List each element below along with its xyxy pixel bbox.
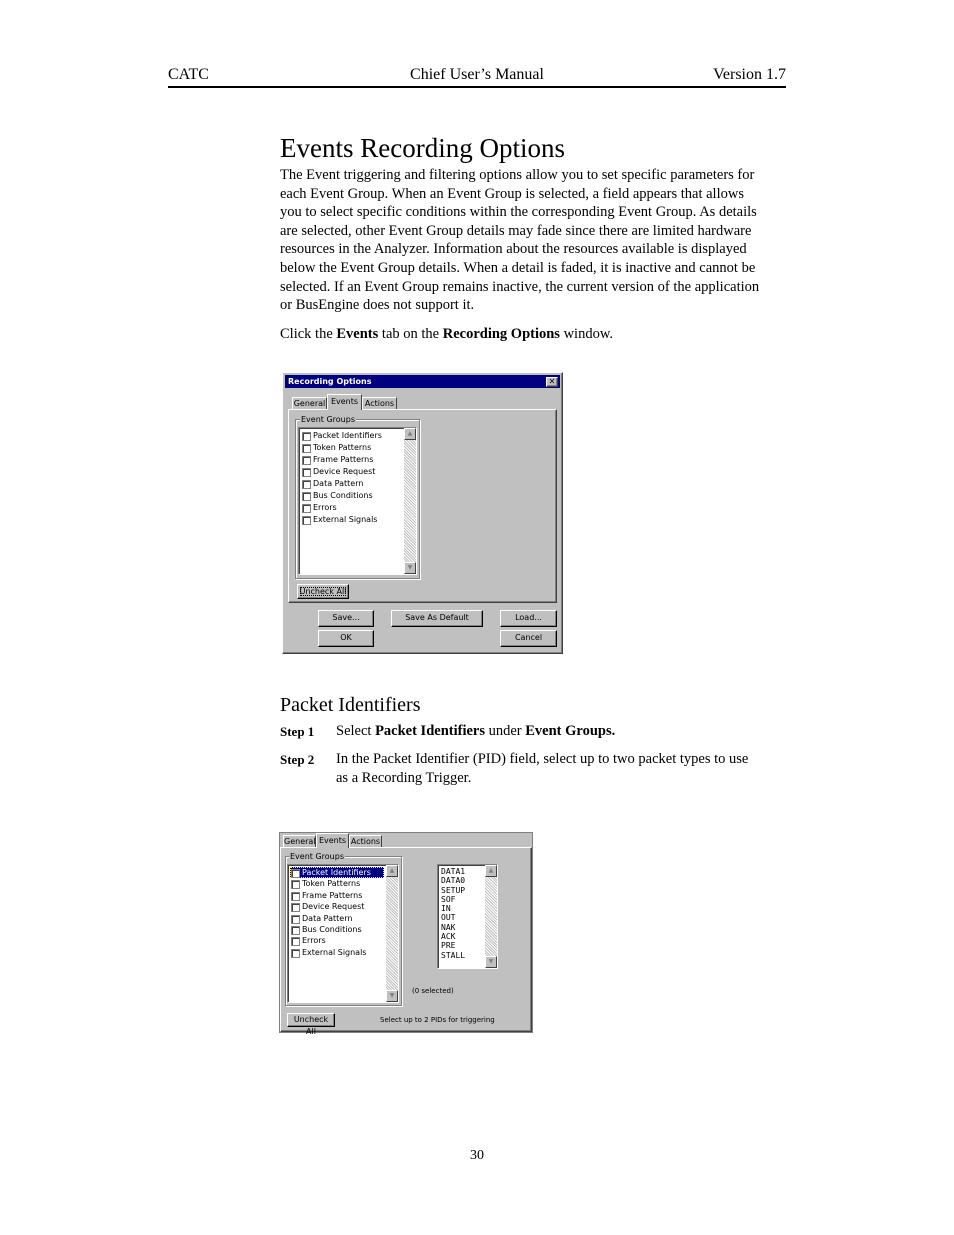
checkbox[interactable] [302,432,311,441]
section-title: Events Recording Options [280,133,565,163]
trigger-hint: Select up to 2 PIDs for triggering [380,1016,495,1024]
intro-line: The Event triggering and filtering options allow you to set specific parameters for [280,167,755,183]
event-groups-list[interactable] [287,864,399,1003]
intro-line: below the Event Group details. When a detail is faded, it is inactive and cannot be [280,259,756,276]
list-item[interactable] [290,901,384,912]
checkbox[interactable] [291,915,300,924]
header-rule [168,86,786,88]
checkbox[interactable] [302,492,311,501]
scroll-up-icon: ▲ [389,867,395,874]
dialog-title: Recording Options [288,377,372,386]
checkbox[interactable] [291,937,300,946]
pid-item[interactable]: PRE [441,941,456,951]
list-item-selected[interactable] [290,867,384,878]
list-item[interactable] [301,478,402,490]
instruction-line [280,325,786,344]
list-item-label: Packet Identifiers [313,431,382,440]
tab-events[interactable]: Events [316,833,349,848]
tab-general[interactable]: General [293,399,326,408]
pid-item[interactable]: OUT [441,913,456,923]
step-bold: Event Groups. [525,723,616,739]
instruction-bold: Recording Options [442,326,560,342]
list-item[interactable] [301,502,402,514]
tab-events[interactable]: Events [327,394,362,410]
checkbox[interactable] [291,880,300,889]
step-line: as a Recording Trigger. [336,770,472,786]
list-item-label: Bus Conditions [313,491,373,500]
scroll-up-button[interactable] [485,865,497,877]
scroll-down-button[interactable] [485,956,497,968]
list-item[interactable] [290,913,384,924]
tab-actions[interactable]: Actions [362,397,397,409]
list-item[interactable] [290,935,384,946]
intro-line: you to select specific conditions within the corresponding Event Group. As details [280,204,757,221]
uncheck-all-button[interactable]: Uncheck All [297,584,349,599]
list-item[interactable] [290,878,384,889]
close-icon: ✕ [548,377,556,386]
list-item-label: Errors [313,503,337,512]
list-item-label: Frame Patterns [313,455,374,464]
pid-item[interactable]: STALL [441,950,466,960]
step1-text [336,722,786,741]
instruction-text: window. [559,326,613,342]
event-groups-list[interactable] [298,427,417,575]
checkbox[interactable] [302,444,311,453]
ok-button[interactable]: OK [318,630,374,647]
checkbox[interactable] [302,480,311,489]
selected-count: (0 selected) [412,987,454,995]
subsection-title: Packet Identifiers [280,694,421,716]
close-button[interactable] [546,377,558,387]
list-item[interactable] [301,454,402,466]
pid-item[interactable]: DATA1 [441,867,466,876]
step-line: In the Packet Identifier (PID) field, select up to two packet types to use [336,751,749,767]
events-tab-panel [280,847,532,1036]
list-item[interactable] [301,514,402,526]
pid-item[interactable]: IN [441,904,451,914]
checkbox[interactable] [291,949,300,958]
step-text: under [485,723,526,739]
uncheck-all-button[interactable]: Uncheck All [287,1013,335,1027]
checkbox[interactable] [291,892,300,901]
list-item-label: Packet Identifiers [302,868,371,877]
scroll-down-icon: ▼ [488,958,494,965]
recording-options-dialog [282,372,563,654]
scroll-down-icon: ▼ [389,992,395,999]
scroll-down-button[interactable] [386,990,398,1002]
pid-item[interactable]: DATA0 [441,876,466,886]
cancel-button[interactable]: Cancel [500,630,557,647]
load-button[interactable]: Load... [500,610,557,627]
checkbox[interactable] [302,468,311,477]
instruction-text: Click the [280,326,337,342]
dialog-title-bar [285,375,560,388]
pid-item[interactable]: SETUP [441,885,466,895]
checkbox[interactable] [291,869,300,878]
intro-line: are selected, other Event Group details may fade since there are limited hardware [280,222,752,239]
pid-item[interactable]: ACK [441,932,456,942]
scroll-up-icon: ▲ [488,867,494,874]
save-as-default-button[interactable]: Save As Default [391,610,483,627]
list-item[interactable] [301,466,402,478]
page-number: 30 [470,1148,484,1163]
header-center: Chief User’s Manual [410,66,544,83]
header-left: CATC [168,66,209,83]
checkbox[interactable] [302,516,311,525]
intro-line: selected. If an Event Group remains inactive, the current version of the application [280,278,760,295]
step-bold: Packet Identifiers [375,723,485,739]
list-item[interactable] [290,890,384,901]
checkbox[interactable] [302,504,311,513]
list-scrollbar[interactable] [386,865,398,1002]
scroll-up-button[interactable] [386,865,398,877]
event-groups-label: Event Groups [290,852,344,861]
intro-line: each Event Group. When an Event Group is selected, a field appears that allows [280,185,744,202]
scroll-up-icon: ▲ [407,430,413,437]
list-item[interactable] [290,924,384,935]
scroll-down-button[interactable] [404,562,416,574]
list-item[interactable] [301,490,402,502]
step1-label: Step 1 [280,724,315,739]
list-item-label: External Signals [313,515,378,524]
list-item-label: Data Pattern [302,913,353,923]
header-right: Version 1.7 [713,66,786,83]
packet-identifiers-panel [279,832,533,1036]
list-item-label: Frame Patterns [302,890,363,900]
pid-item[interactable]: NAK [441,922,456,932]
scroll-up-button[interactable] [404,428,416,440]
scroll-down-icon: ▼ [407,564,413,571]
step2-label: Step 2 [280,752,315,767]
list-item-label: Token Patterns [302,879,361,889]
list-item[interactable] [290,947,384,958]
pid-scrollbar[interactable] [485,865,497,968]
intro-line: resources in the Analyzer. Information about the resources available is displayed [280,241,747,258]
list-item[interactable] [301,442,402,454]
list-item-label: Bus Conditions [302,924,362,934]
list-item[interactable] [301,430,402,442]
instruction-text: tab on the [378,326,443,342]
checkbox[interactable] [291,926,300,935]
tab-actions[interactable]: Actions [350,837,381,846]
intro-line: or BusEngine does not support it. [280,297,475,314]
list-item-label: Data Pattern [313,479,364,488]
list-item-label: Token Patterns [313,443,372,452]
list-item-label: External Signals [302,947,367,957]
intro-paragraph [280,166,786,315]
event-groups-label: Event Groups [301,415,355,424]
instruction-bold: Events [336,326,379,342]
step-text: Select [336,723,376,739]
tab-general[interactable]: General [284,837,316,846]
checkbox[interactable] [302,456,311,465]
list-item-label: Device Request [302,902,365,912]
save-button[interactable]: Save... [318,610,374,627]
list-item-label: Errors [302,936,326,946]
pid-item[interactable]: SOF [441,894,456,904]
list-scrollbar[interactable] [404,428,416,574]
list-item-label: Device Request [313,467,376,476]
checkbox[interactable] [291,903,300,912]
events-tab-panel [288,409,557,603]
pid-list[interactable] [437,864,498,969]
step2-text [336,750,786,788]
